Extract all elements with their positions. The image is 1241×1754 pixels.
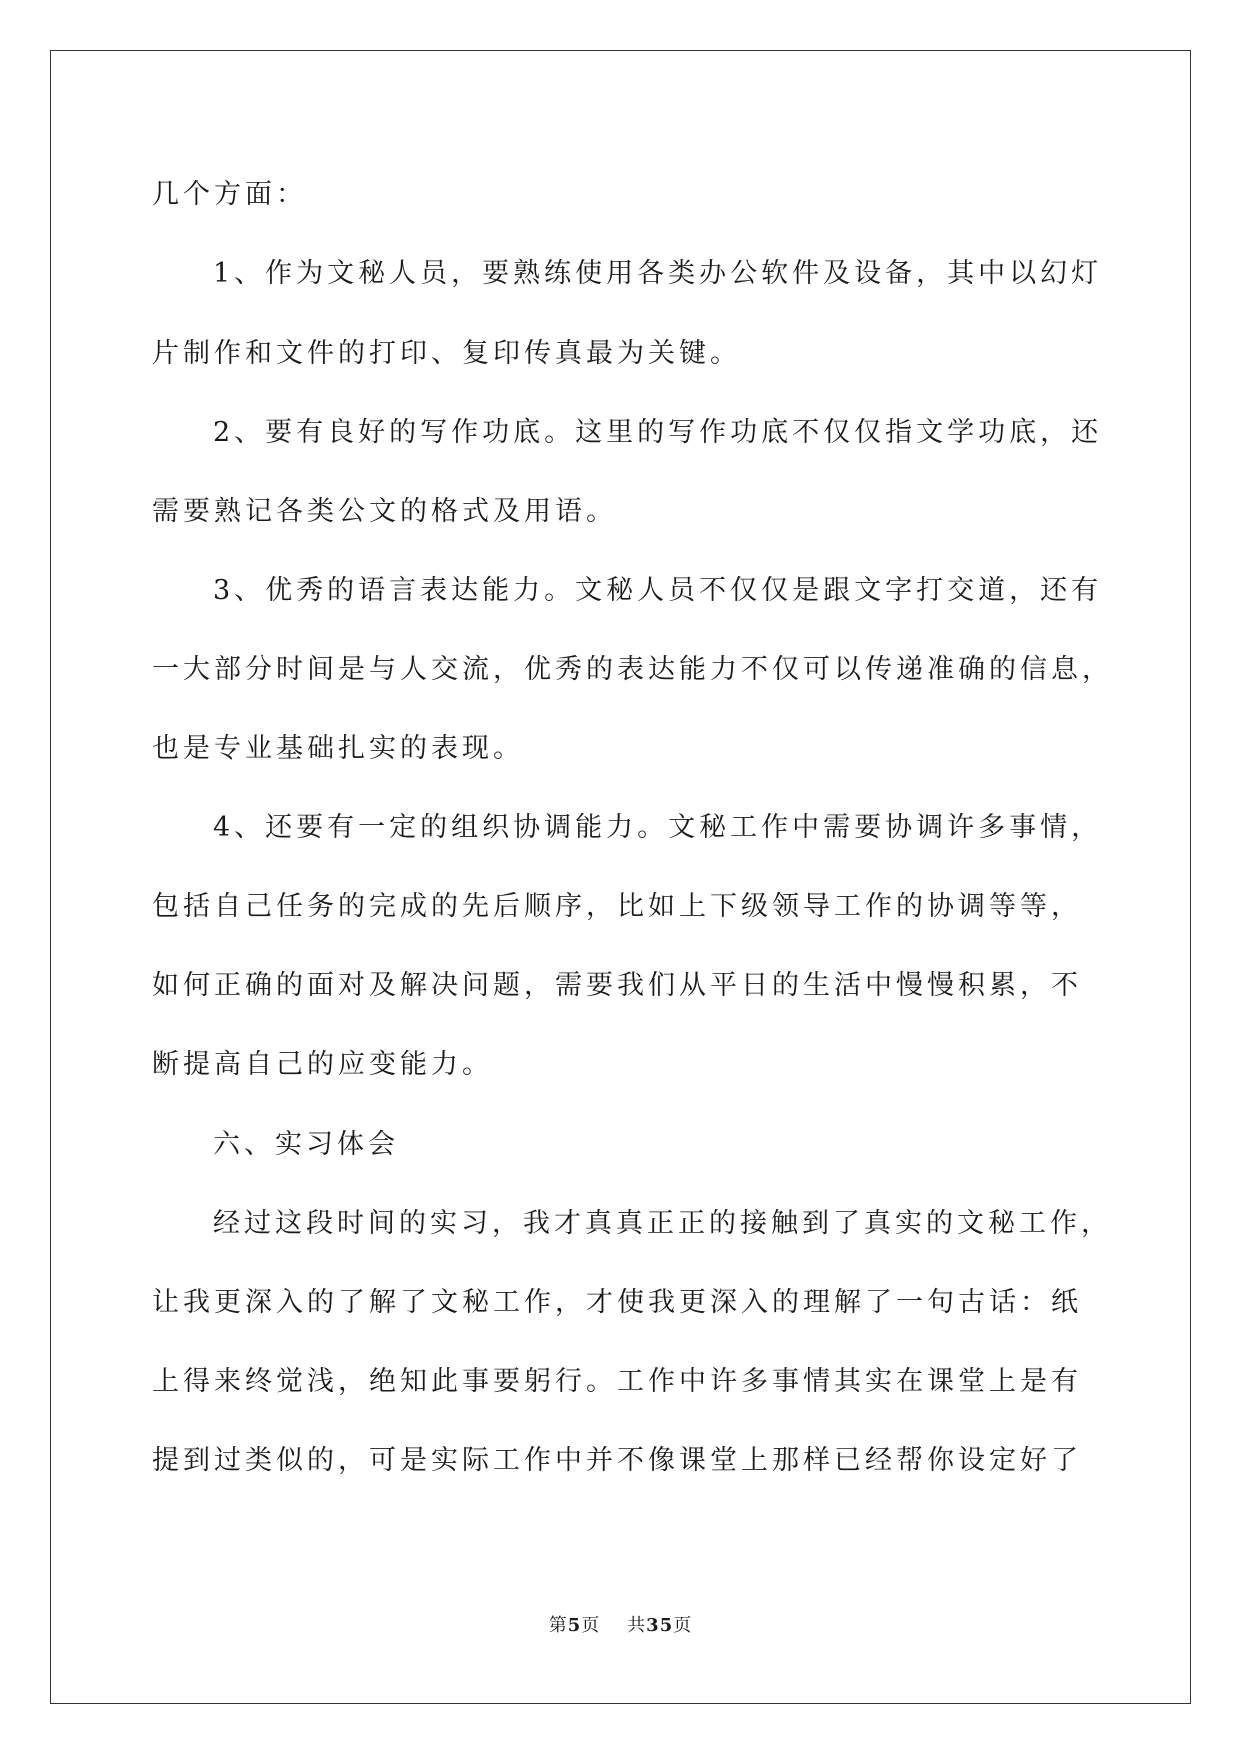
paragraph-line: 3、优秀的语言表达能力。文秘人员不仅仅是跟文字打交道，还有 (213, 575, 1103, 606)
paragraph-line: 2、要有良好的写作功底。这里的写作功底不仅仅指文学功底，还 (213, 417, 1103, 448)
footer-prefix: 第 (548, 1615, 568, 1636)
current-page-number: 5 (567, 1615, 582, 1636)
paragraph-line: 上得来终觉浅，绝知此事要躬行。工作中许多事情其实在课堂上是有 (152, 1366, 1082, 1397)
footer-total-prefix: 共 (627, 1615, 647, 1636)
paragraph-line: 片制作和文件的打印、复印传真最为关键。 (152, 338, 741, 369)
paragraph-line: 如何正确的面对及解决问题，需要我们从平日的生活中慢慢积累，不 (152, 970, 1082, 1001)
paragraph-line: 1、作为文秘人员，要熟练使用各类办公软件及设备，其中以幻灯 (213, 258, 1103, 289)
page-footer (0, 1614, 1241, 1638)
paragraph-line: 提到过类似的，可是实际工作中并不像课堂上那样已经帮你设定好了 (152, 1445, 1082, 1476)
section-heading: 六、实习体会 (213, 1129, 399, 1160)
paragraph-line: 也是专业基础扎实的表现。 (152, 733, 524, 764)
paragraph-line: 让我更深入的了解了文秘工作，才使我更深入的理解了一句古话：纸 (152, 1287, 1082, 1318)
paragraph-line: 断提高自己的应变能力。 (152, 1049, 493, 1080)
paragraph-line: 经过这段时间的实习，我才真真正正的接触到了真实的文秘工作， (213, 1208, 1112, 1239)
paragraph-line: 几个方面： (152, 179, 307, 210)
paragraph-line: 需要熟记各类公文的格式及用语。 (152, 496, 617, 527)
footer-total-suffix: 页 (673, 1615, 693, 1636)
total-pages-number: 35 (646, 1615, 674, 1636)
paragraph-line: 一大部分时间是与人交流，优秀的表达能力不仅可以传递准确的信息， (152, 654, 1113, 685)
paragraph-line: 4、还要有一定的组织协调能力。文秘工作中需要协调许多事情， (213, 812, 1103, 843)
paragraph-line: 包括自己任务的完成的先后顺序，比如上下级领导工作的协调等等， (152, 891, 1082, 922)
footer-page-suffix: 页 (581, 1615, 601, 1636)
